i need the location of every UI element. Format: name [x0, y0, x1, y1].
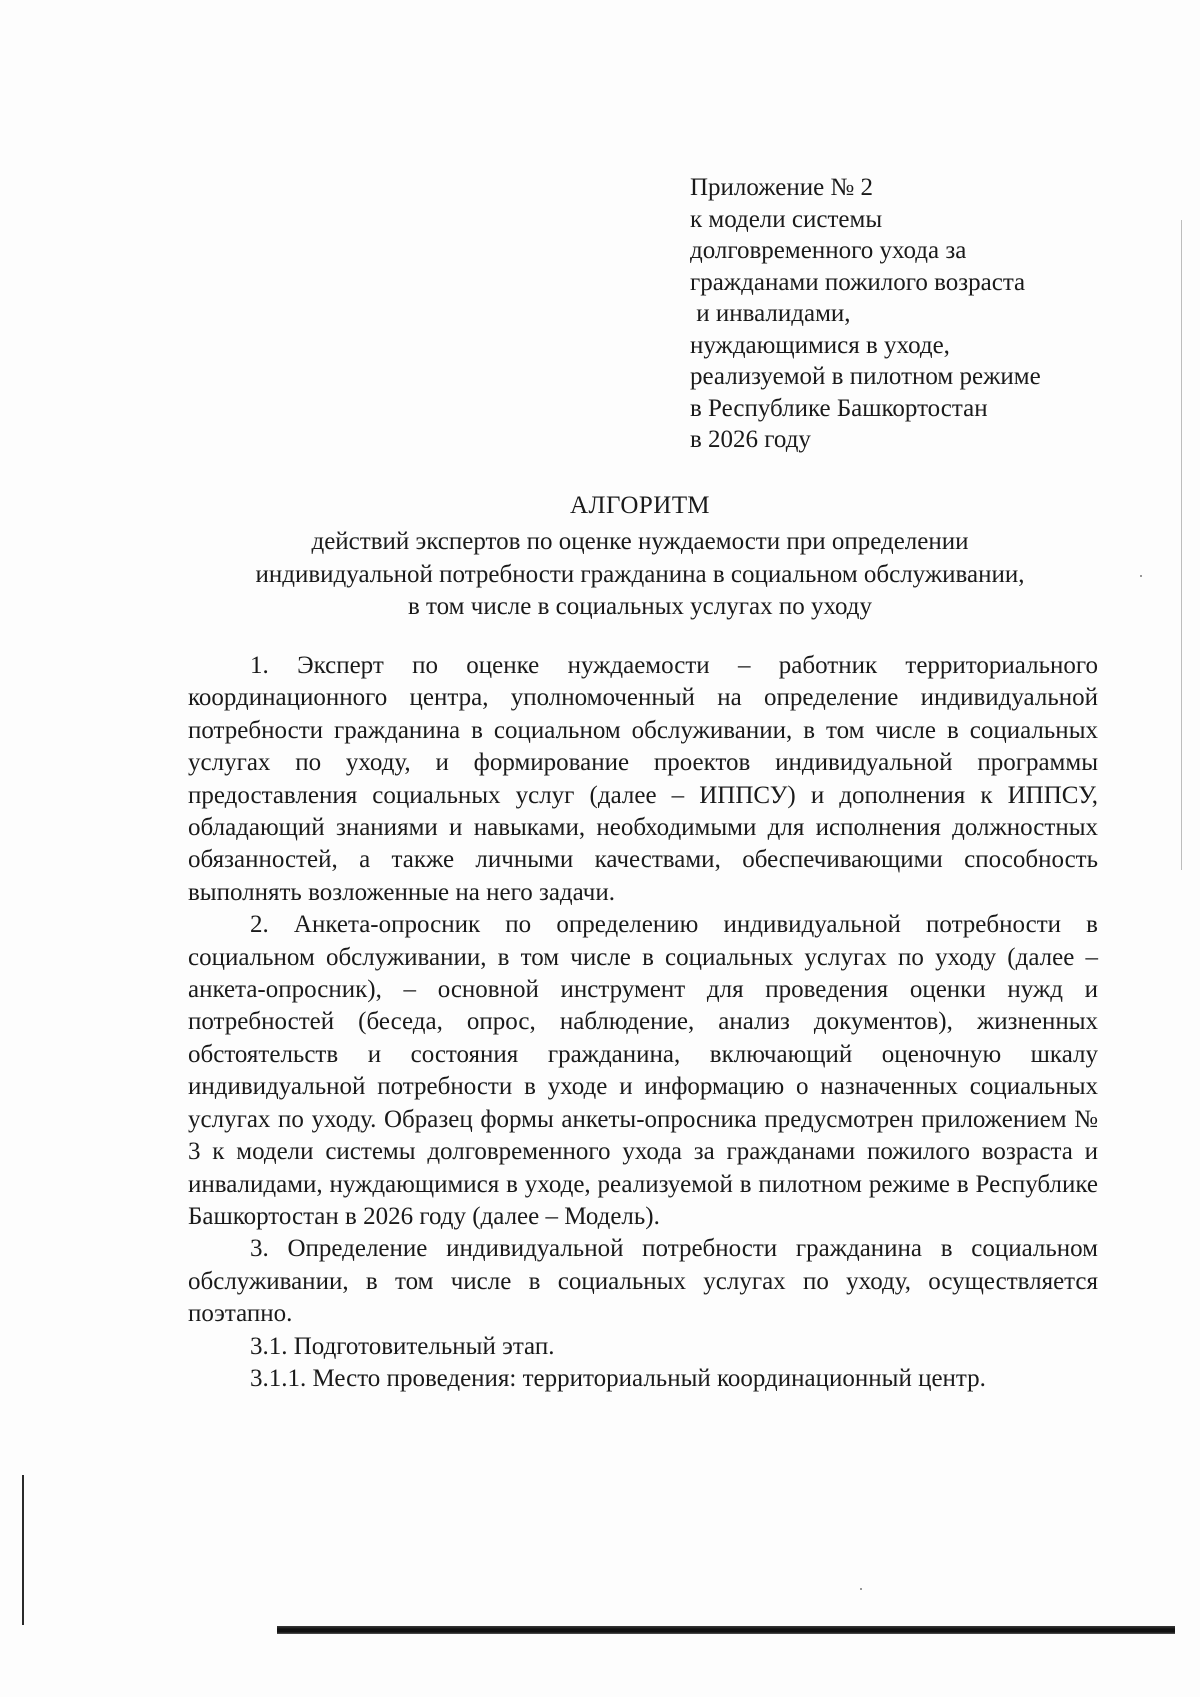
subtitle-line: индивидуальной потребности гражданина в социальном обслуживании,	[255, 560, 1025, 588]
appendix-line: долговременного ухода за	[690, 237, 967, 264]
paragraph-3-1: 3.1. Подготовительный этап.	[250, 1332, 555, 1360]
document-subtitle	[180, 526, 1100, 624]
appendix-line: в 2026 году	[690, 426, 811, 453]
right-margin-scan-mark	[1181, 220, 1182, 870]
appendix-line: нуждающимися в уходе,	[690, 331, 950, 359]
subtitle-line: в том числе в социальных услугах по уходу	[408, 593, 872, 620]
appendix-line: гражданами пожилого возраста	[690, 268, 1026, 296]
document-body	[188, 650, 1098, 1395]
paragraph-1: 1. Эксперт по оценке нуждаемости – работник территориального координационного центра, уполномоченный на определение индивидуальной потребности гражданина в социальном обслуживании, в том числе в социальных услугах по уходу, и формирование проектов индивидуальной программы предоставления социальных услуг (далее – ИППСУ) и дополнения к ИППСУ, обладающий знаниями и навыками, необходимыми для исполнения должностных обязанностей, а также личными качествами, обеспечивающими способность выполнять возложенные на него задачи.	[188, 652, 1098, 906]
scan-speck	[860, 1588, 862, 1590]
paragraph-2: 2. Анкета-опросник по определению индивидуальной потребности в социальном обслуживании, в том числе в социальных услугах по уходу (далее – анкета-опросник), – основной инструмент для проведения оценки нужд и потребностей (беседа, опрос, наблюдение, анализ документов), жизненных обстоятельств и состояния гражданина, включающий оценочную шкалу индивидуальной потребности в уходе и информацию о назначенных социальных услугах по уходу. Образец формы анкеты-опросника предусмотрен приложением № 3 к модели системы долговременного ухода за гражданами пожилого возраста и инвалидами, нуждающимися в уходе, реализуемой в пилотном режиме в Республике Башкортостан в 2026 году (далее – Модель).	[188, 911, 1098, 1230]
left-margin-scan-mark	[22, 1475, 24, 1625]
subtitle-line: действий экспертов по оценке нуждаемости при определении	[311, 528, 969, 555]
paragraph-3: 3. Определение индивидуальной потребности гражданина в социальном обслуживании, в том числе в социальных услугах по уходу, осуществляется поэтапно.	[188, 1235, 1098, 1328]
paragraph-3-1-1: 3.1.1. Место проведения: территориальный координационный центр.	[250, 1364, 986, 1392]
bottom-scan-rule	[277, 1626, 1175, 1634]
appendix-line: в Республике Башкортостан	[690, 394, 988, 422]
scan-speck	[1140, 575, 1142, 577]
appendix-line: и инвалидами,	[690, 300, 851, 327]
document-title: АЛГОРИТМ	[569, 492, 711, 519]
appendix-header	[690, 172, 1130, 456]
appendix-line: Приложение № 2	[690, 174, 874, 201]
appendix-line: к модели системы	[690, 205, 883, 233]
appendix-line: реализуемой в пилотном режиме	[690, 363, 1041, 390]
